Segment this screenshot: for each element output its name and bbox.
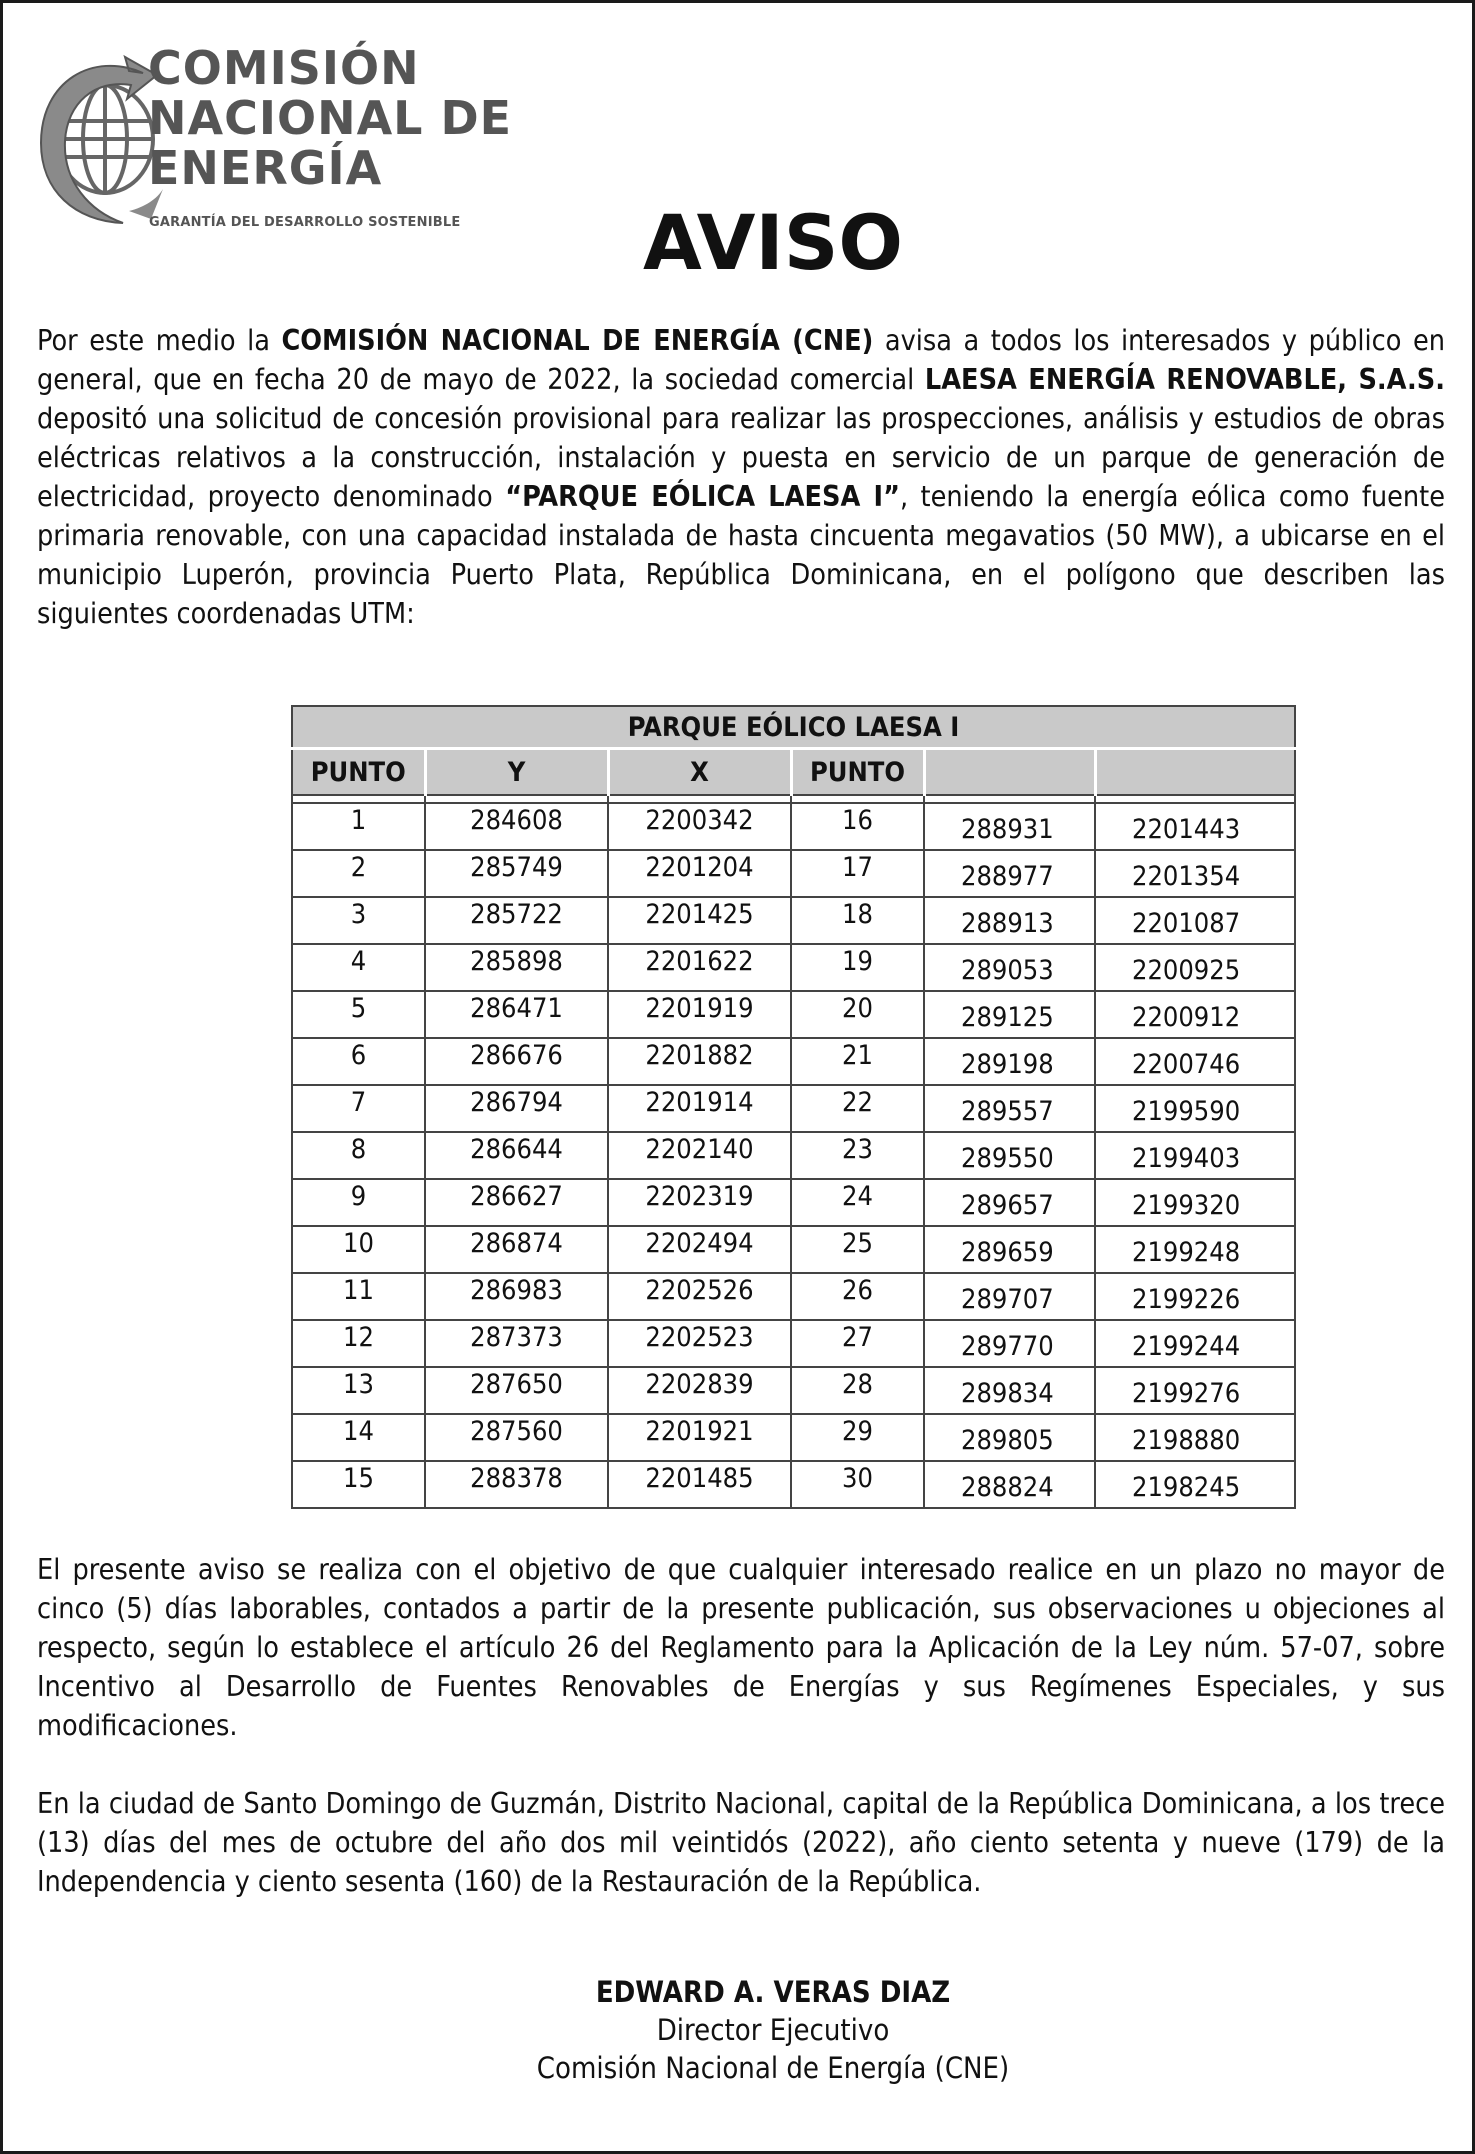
table-row	[292, 1461, 1295, 1508]
cell-punto: 11	[292, 1273, 425, 1320]
logo-line-1: COMISIÓN	[148, 41, 420, 95]
cell-x: 2202523	[608, 1320, 791, 1367]
table-row	[292, 1085, 1295, 1132]
cell-x-2: 2198245	[1095, 1461, 1295, 1508]
cell-y-2: 289659	[924, 1226, 1095, 1273]
cell-x: 2202319	[608, 1179, 791, 1226]
table-row	[292, 1414, 1295, 1461]
cell-x: 2201485	[608, 1461, 791, 1508]
spacer-cell	[608, 795, 791, 803]
cell-x: 2201882	[608, 1038, 791, 1085]
table-row	[292, 1179, 1295, 1226]
cell-y: 286676	[425, 1038, 608, 1085]
table-row	[292, 1273, 1295, 1320]
signer-role: Director Ejecutivo	[656, 2013, 890, 2047]
cell-y: 285749	[425, 850, 608, 897]
cell-x: 2201425	[608, 897, 791, 944]
table-row	[292, 1367, 1295, 1414]
cell-y: 285722	[425, 897, 608, 944]
cell-x-2: 2199276	[1095, 1367, 1295, 1414]
cell-punto: 13	[292, 1367, 425, 1414]
spacer-cell	[791, 795, 924, 803]
cell-y-2: 289550	[924, 1132, 1095, 1179]
cell-punto: 7	[292, 1085, 425, 1132]
cell-y-2: 289198	[924, 1038, 1095, 1085]
cell-punto: 8	[292, 1132, 425, 1179]
cell-y-2: 289834	[924, 1367, 1095, 1414]
cell-y: 287373	[425, 1320, 608, 1367]
intro-bold-cne: COMISIÓN NACIONAL DE ENERGÍA (CNE)	[281, 324, 874, 357]
table-row	[292, 1038, 1295, 1085]
table-row	[292, 944, 1295, 991]
table-row	[292, 991, 1295, 1038]
cell-x-2: 2198880	[1095, 1414, 1295, 1461]
cell-y: 286983	[425, 1273, 608, 1320]
cell-x: 2202494	[608, 1226, 791, 1273]
intro-text-1: Por este medio la	[37, 324, 282, 357]
coordinates-table	[291, 705, 1296, 1509]
cell-punto-2: 18	[791, 897, 924, 944]
cell-punto-2: 30	[791, 1461, 924, 1508]
cell-punto-2: 16	[791, 803, 924, 850]
intro-text-4: , teniendo la energía eólica como fuente primaria renovable, con una capacidad instalada de hasta cincuenta megavatios (50 MW), a ubicarse en el municipio Luperón, provincia Puerto Plata, República Dominicana, en el polígono que describen las siguientes coordenadas UTM:	[37, 480, 1445, 630]
cell-punto-2: 29	[791, 1414, 924, 1461]
table-title: PARQUE EÓLICO LAESA I	[292, 706, 1295, 749]
cell-x: 2202526	[608, 1273, 791, 1320]
cell-x: 2201622	[608, 944, 791, 991]
cell-y: 287560	[425, 1414, 608, 1461]
cell-y-2: 289770	[924, 1320, 1095, 1367]
cell-x-2: 2200746	[1095, 1038, 1295, 1085]
col-header-punto: PUNTO	[292, 749, 425, 796]
table-row	[292, 1320, 1295, 1367]
cell-y: 285898	[425, 944, 608, 991]
cell-punto-2: 23	[791, 1132, 924, 1179]
cell-y: 288378	[425, 1461, 608, 1508]
cell-x-2: 2201087	[1095, 897, 1295, 944]
cell-y: 286471	[425, 991, 608, 1038]
cell-x: 2200342	[608, 803, 791, 850]
cell-y-2: 289805	[924, 1414, 1095, 1461]
cell-punto-2: 22	[791, 1085, 924, 1132]
table-body	[292, 795, 1295, 1508]
cell-punto: 1	[292, 803, 425, 850]
cell-y: 286644	[425, 1132, 608, 1179]
table-row	[292, 1226, 1295, 1273]
cell-punto: 6	[292, 1038, 425, 1085]
col-header-blank-1	[924, 749, 1095, 796]
intro-bold-project: “PARQUE EÓLICA LAESA I”	[505, 480, 900, 513]
cell-y: 284608	[425, 803, 608, 850]
intro-bold-company: LAESA ENERGÍA RENOVABLE, S.A.S.	[924, 363, 1445, 396]
cell-x: 2201204	[608, 850, 791, 897]
spacer-cell	[1095, 795, 1295, 803]
cell-punto-2: 25	[791, 1226, 924, 1273]
notice-title: AVISO	[642, 198, 904, 287]
cell-punto: 14	[292, 1414, 425, 1461]
cell-x-2: 2200912	[1095, 991, 1295, 1038]
cell-y-2: 288913	[924, 897, 1095, 944]
signer-organization: Comisión Nacional de Energía (CNE)	[536, 2051, 1010, 2085]
cell-y-2: 289053	[924, 944, 1095, 991]
closing-paragraph: En la ciudad de Santo Domingo de Guzmán, Distrito Nacional, capital de la República Dominicana, a los trece (13) días del mes de octubre del año dos mil veintidós (2022), año ciento setenta y nueve (179) de la Independencia y ciento sesenta (160) de la Restauración de la República.	[37, 1787, 1445, 1898]
cell-x: 2201919	[608, 991, 791, 1038]
cell-punto-2: 17	[791, 850, 924, 897]
cell-x: 2202839	[608, 1367, 791, 1414]
cell-punto-2: 26	[791, 1273, 924, 1320]
cell-y-2: 288931	[924, 803, 1095, 850]
cell-punto: 4	[292, 944, 425, 991]
col-header-y: Y	[425, 749, 608, 796]
cell-y-2: 289125	[924, 991, 1095, 1038]
cell-punto: 3	[292, 897, 425, 944]
col-header-blank-2	[1095, 749, 1295, 796]
logo-line-2: NACIONAL DE	[148, 91, 513, 145]
cell-x-2: 2201354	[1095, 850, 1295, 897]
spacer-cell	[425, 795, 608, 803]
cell-x: 2201921	[608, 1414, 791, 1461]
cell-x-2: 2199244	[1095, 1320, 1295, 1367]
cell-punto-2: 24	[791, 1179, 924, 1226]
col-header-punto-2: PUNTO	[791, 749, 924, 796]
cell-punto: 12	[292, 1320, 425, 1367]
table-row	[292, 803, 1295, 850]
cell-y: 286794	[425, 1085, 608, 1132]
notice-paragraph: El presente aviso se realiza con el objetivo de que cualquier interesado realice en un plazo no mayor de cinco (5) días laborables, contados a partir de la presente publicación, sus observaciones u objeciones al respecto, según lo establece el artículo 26 del Reglamento para la Aplicación de la Ley núm. 57-07, sobre Incentivo al Desarrollo de Fuentes Renovables de Energías y sus Regímenes Especiales, y sus modificaciones.	[37, 1553, 1445, 1742]
cell-punto: 5	[292, 991, 425, 1038]
signature-block	[3, 1973, 1475, 2087]
cell-x-2: 2199248	[1095, 1226, 1295, 1273]
logo-name	[148, 43, 512, 193]
cell-y-2: 288824	[924, 1461, 1095, 1508]
cell-y-2: 288977	[924, 850, 1095, 897]
cell-y-2: 289707	[924, 1273, 1095, 1320]
cell-y-2: 289657	[924, 1179, 1095, 1226]
cell-punto: 10	[292, 1226, 425, 1273]
cell-x-2: 2199226	[1095, 1273, 1295, 1320]
cell-x-2: 2200925	[1095, 944, 1295, 991]
table-row	[292, 1132, 1295, 1179]
cell-punto-2: 20	[791, 991, 924, 1038]
cell-y: 287650	[425, 1367, 608, 1414]
intro-text-3: depositó una solicitud de concesión provisional para realizar las prospecciones, análisis y estudios de obras eléctricas relativos a la construcción, instalación y puesta en servicio de un parque de generación de electricidad, proyecto denominado	[37, 402, 1445, 513]
logo-tagline: GARANTÍA DEL DESARROLLO SOSTENIBLE	[149, 215, 461, 230]
cell-x: 2202140	[608, 1132, 791, 1179]
cell-x-2: 2199320	[1095, 1179, 1295, 1226]
cell-x: 2201914	[608, 1085, 791, 1132]
table-row	[292, 850, 1295, 897]
table-spacer-row	[292, 795, 1295, 803]
cell-x-2: 2199403	[1095, 1132, 1295, 1179]
col-header-x: X	[608, 749, 791, 796]
table-row	[292, 897, 1295, 944]
cell-y: 286627	[425, 1179, 608, 1226]
cell-x-2: 2199590	[1095, 1085, 1295, 1132]
logo-line-3: ENERGÍA	[148, 141, 383, 195]
cell-punto-2: 21	[791, 1038, 924, 1085]
cell-x-2: 2201443	[1095, 803, 1295, 850]
intro-paragraph	[37, 321, 1445, 633]
cell-y-2: 289557	[924, 1085, 1095, 1132]
cell-punto: 9	[292, 1179, 425, 1226]
cell-punto-2: 19	[791, 944, 924, 991]
cell-punto: 15	[292, 1461, 425, 1508]
intro-text-2: avisa a todos los interesados y público en general, que en fecha 20 de mayo de 2022, la sociedad comercial	[37, 324, 1445, 396]
cell-y: 286874	[425, 1226, 608, 1273]
spacer-cell	[292, 795, 425, 803]
cell-punto-2: 27	[791, 1320, 924, 1367]
cell-punto-2: 28	[791, 1367, 924, 1414]
cell-punto: 2	[292, 850, 425, 897]
signer-name: EDWARD A. VERAS DIAZ	[595, 1975, 951, 2009]
spacer-cell	[924, 795, 1095, 803]
